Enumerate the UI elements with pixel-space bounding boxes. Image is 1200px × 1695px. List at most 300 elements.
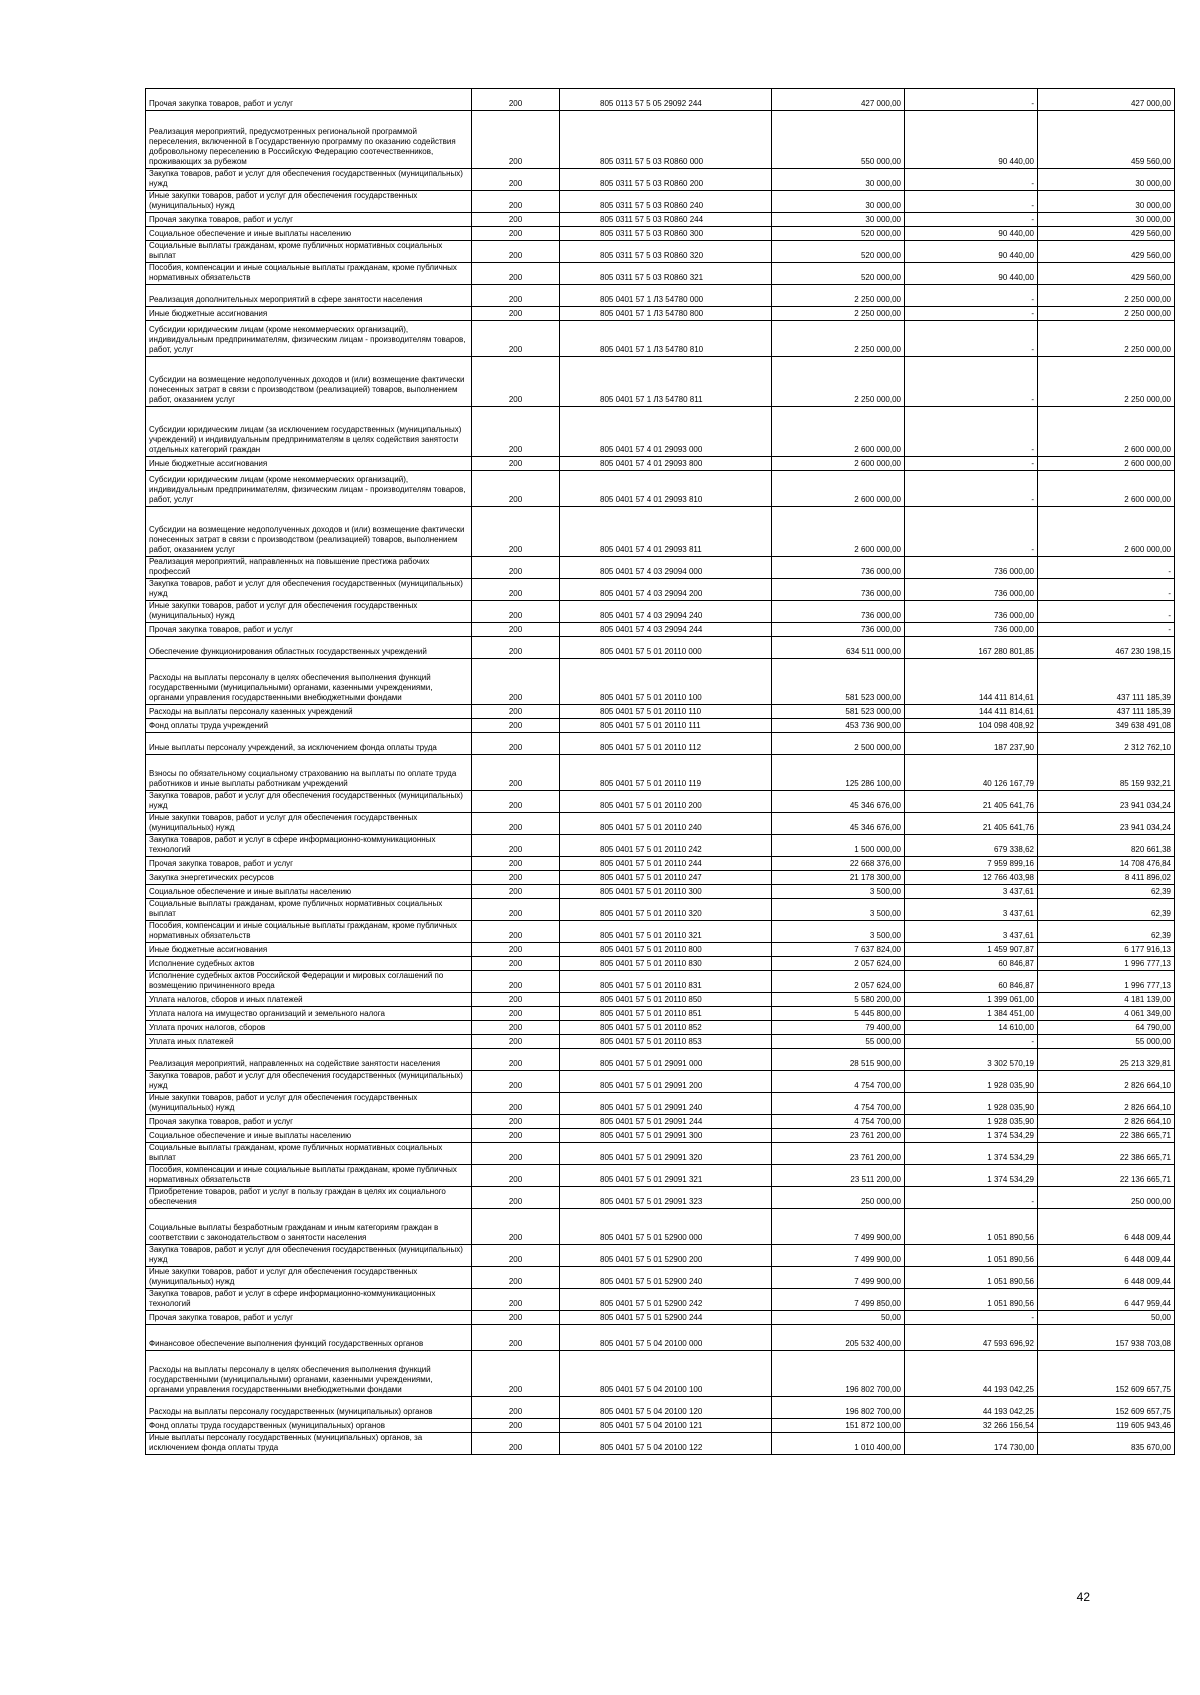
row-remaining-cell: 64 790,00 — [1038, 1021, 1175, 1035]
row-classification-cell: 805 0401 57 5 01 29091 300 — [560, 1129, 772, 1143]
row-name-cell: Социальные выплаты гражданам, кроме публичных нормативных социальных выплат — [146, 899, 472, 921]
row-code-cell: 200 — [472, 1071, 560, 1093]
row-code-cell: 200 — [472, 835, 560, 857]
row-executed-cell: 1 051 890,56 — [905, 1289, 1038, 1311]
row-remaining-cell: 4 181 139,00 — [1038, 993, 1175, 1007]
row-plan-cell: 2 600 000,00 — [772, 407, 905, 457]
table-row — [146, 213, 1175, 227]
row-remaining-cell: 429 560,00 — [1038, 227, 1175, 241]
row-remaining-cell: 459 560,00 — [1038, 111, 1175, 169]
budget-execution-table — [145, 88, 1175, 1455]
row-plan-cell: 5 580 200,00 — [772, 993, 905, 1007]
row-name-cell: Исполнение судебных актов — [146, 957, 472, 971]
table-row — [146, 285, 1175, 307]
row-executed-cell: - — [905, 191, 1038, 213]
row-executed-cell: 21 405 641,76 — [905, 813, 1038, 835]
row-plan-cell: 30 000,00 — [772, 169, 905, 191]
row-name-cell: Иные бюджетные ассигнования — [146, 457, 472, 471]
row-classification-cell: 805 0401 57 5 04 20100 122 — [560, 1433, 772, 1455]
row-executed-cell: - — [905, 457, 1038, 471]
row-code-cell: 200 — [472, 857, 560, 871]
row-plan-cell: 45 346 676,00 — [772, 791, 905, 813]
table-row — [146, 885, 1175, 899]
row-code-cell: 200 — [472, 813, 560, 835]
row-remaining-cell: 30 000,00 — [1038, 169, 1175, 191]
row-name-cell: Расходы на выплаты персоналу казенных учреждений — [146, 705, 472, 719]
row-classification-cell: 805 0401 57 5 04 20100 000 — [560, 1325, 772, 1351]
row-classification-cell: 805 0401 57 4 03 29094 000 — [560, 557, 772, 579]
row-executed-cell: 174 730,00 — [905, 1433, 1038, 1455]
row-classification-cell: 805 0401 57 5 01 20110 320 — [560, 899, 772, 921]
row-remaining-cell: 2 600 000,00 — [1038, 407, 1175, 457]
row-remaining-cell: 4 061 349,00 — [1038, 1007, 1175, 1021]
row-executed-cell: 736 000,00 — [905, 557, 1038, 579]
row-classification-cell: 805 0401 57 5 01 20110 100 — [560, 659, 772, 705]
row-name-cell: Уплата налога на имущество организаций и земельного налога — [146, 1007, 472, 1021]
row-name-cell: Реализация мероприятий, направленных на содействие занятости населения — [146, 1049, 472, 1071]
row-executed-cell: - — [905, 357, 1038, 407]
row-code-cell: 200 — [472, 1325, 560, 1351]
row-code-cell: 200 — [472, 321, 560, 357]
row-plan-cell: 2 250 000,00 — [772, 357, 905, 407]
table-row — [146, 813, 1175, 835]
row-executed-cell: 1 399 061,00 — [905, 993, 1038, 1007]
row-remaining-cell: - — [1038, 557, 1175, 579]
row-remaining-cell: 85 159 932,21 — [1038, 755, 1175, 791]
row-classification-cell: 805 0311 57 5 03 R0860 320 — [560, 241, 772, 263]
row-name-cell: Фонд оплаты труда государственных (муниципальных) органов — [146, 1419, 472, 1433]
row-executed-cell: - — [905, 169, 1038, 191]
row-remaining-cell: 30 000,00 — [1038, 191, 1175, 213]
row-name-cell: Прочая закупка товаров, работ и услуг — [146, 857, 472, 871]
row-executed-cell: 1 459 907,87 — [905, 943, 1038, 957]
row-code-cell: 200 — [472, 885, 560, 899]
table-row — [146, 993, 1175, 1007]
row-classification-cell: 805 0401 57 5 01 20110 244 — [560, 857, 772, 871]
row-code-cell: 200 — [472, 971, 560, 993]
row-plan-cell: 28 515 900,00 — [772, 1049, 905, 1071]
row-plan-cell: 205 532 400,00 — [772, 1325, 905, 1351]
row-code-cell: 200 — [472, 1351, 560, 1397]
row-plan-cell: 45 346 676,00 — [772, 813, 905, 835]
row-classification-cell: 805 0401 57 5 01 20110 119 — [560, 755, 772, 791]
table-row — [146, 1187, 1175, 1209]
row-code-cell: 200 — [472, 921, 560, 943]
row-code-cell: 200 — [472, 1311, 560, 1325]
row-remaining-cell: 429 560,00 — [1038, 241, 1175, 263]
row-remaining-cell: 2 600 000,00 — [1038, 507, 1175, 557]
row-executed-cell: 3 437,61 — [905, 885, 1038, 899]
row-code-cell: 200 — [472, 943, 560, 957]
row-classification-cell: 805 0401 57 5 01 20110 800 — [560, 943, 772, 957]
row-executed-cell: - — [905, 507, 1038, 557]
row-remaining-cell: 6 448 009,44 — [1038, 1209, 1175, 1245]
table-row — [146, 835, 1175, 857]
row-code-cell: 200 — [472, 1143, 560, 1165]
row-name-cell: Закупка товаров, работ и услуг в сфере информационно-коммуникационных технологий — [146, 1289, 472, 1311]
row-remaining-cell: 835 670,00 — [1038, 1433, 1175, 1455]
row-code-cell: 200 — [472, 89, 560, 111]
row-plan-cell: 634 511 000,00 — [772, 637, 905, 659]
row-classification-cell: 805 0401 57 1 Л3 54780 810 — [560, 321, 772, 357]
row-plan-cell: 7 499 850,00 — [772, 1289, 905, 1311]
row-executed-cell: 1 374 534,29 — [905, 1129, 1038, 1143]
row-executed-cell: 90 440,00 — [905, 241, 1038, 263]
row-name-cell: Закупка товаров, работ и услуг для обеспечения государственных (муниципальных) нужд — [146, 1071, 472, 1093]
row-remaining-cell: 467 230 198,15 — [1038, 637, 1175, 659]
row-classification-cell: 805 0401 57 5 01 29091 244 — [560, 1115, 772, 1129]
table-row — [146, 637, 1175, 659]
row-executed-cell: - — [905, 285, 1038, 307]
row-classification-cell: 805 0311 57 5 03 R0860 200 — [560, 169, 772, 191]
table-row — [146, 1021, 1175, 1035]
row-plan-cell: 23 761 200,00 — [772, 1129, 905, 1143]
row-plan-cell: 50,00 — [772, 1311, 905, 1325]
row-name-cell: Реализация мероприятий, направленных на повышение престижа рабочих профессий — [146, 557, 472, 579]
table-row — [146, 1397, 1175, 1419]
row-remaining-cell: 30 000,00 — [1038, 213, 1175, 227]
row-plan-cell: 2 057 624,00 — [772, 971, 905, 993]
row-code-cell: 200 — [472, 871, 560, 885]
row-classification-cell: 805 0401 57 5 01 20110 242 — [560, 835, 772, 857]
row-executed-cell: - — [905, 307, 1038, 321]
row-code-cell: 200 — [472, 899, 560, 921]
row-code-cell: 200 — [472, 579, 560, 601]
table-row — [146, 579, 1175, 601]
row-code-cell: 200 — [472, 637, 560, 659]
row-classification-cell: 805 0311 57 5 03 R0860 244 — [560, 213, 772, 227]
row-executed-cell: 1 928 035,90 — [905, 1071, 1038, 1093]
row-remaining-cell: 8 411 896,02 — [1038, 871, 1175, 885]
row-remaining-cell: - — [1038, 579, 1175, 601]
row-executed-cell: 32 266 156,54 — [905, 1419, 1038, 1433]
row-plan-cell: 520 000,00 — [772, 241, 905, 263]
row-remaining-cell: 1 996 777,13 — [1038, 971, 1175, 993]
row-remaining-cell: 22 136 665,71 — [1038, 1165, 1175, 1187]
row-classification-cell: 805 0401 57 5 01 20110 321 — [560, 921, 772, 943]
row-plan-cell: 581 523 000,00 — [772, 659, 905, 705]
row-name-cell: Иные закупки товаров, работ и услуг для обеспечения государственных (муниципальных) нужд — [146, 1267, 472, 1289]
row-classification-cell: 805 0113 57 5 05 29092 244 — [560, 89, 772, 111]
row-classification-cell: 805 0401 57 5 01 52900 200 — [560, 1245, 772, 1267]
table-row — [146, 1035, 1175, 1049]
row-name-cell: Иные закупки товаров, работ и услуг для обеспечения государственных (муниципальных) нужд — [146, 191, 472, 213]
row-code-cell: 200 — [472, 1035, 560, 1049]
row-code-cell: 200 — [472, 1165, 560, 1187]
row-name-cell: Социальное обеспечение и иные выплаты населению — [146, 885, 472, 899]
row-code-cell: 200 — [472, 471, 560, 507]
row-executed-cell: 1 374 534,29 — [905, 1165, 1038, 1187]
row-classification-cell: 805 0401 57 5 01 52900 240 — [560, 1267, 772, 1289]
row-name-cell: Уплата иных платежей — [146, 1035, 472, 1049]
row-name-cell: Исполнение судебных актов Российской Федерации и мировых соглашений по возмещению причиненного вреда — [146, 971, 472, 993]
table-row — [146, 357, 1175, 407]
row-classification-cell: 805 0401 57 5 01 20110 831 — [560, 971, 772, 993]
row-remaining-cell: 2 250 000,00 — [1038, 285, 1175, 307]
row-plan-cell: 3 500,00 — [772, 885, 905, 899]
row-code-cell: 200 — [472, 623, 560, 637]
table-row — [146, 1007, 1175, 1021]
row-remaining-cell: 429 560,00 — [1038, 263, 1175, 285]
row-classification-cell: 805 0401 57 5 01 20110 240 — [560, 813, 772, 835]
row-name-cell: Пособия, компенсации и иные социальные выплаты гражданам, кроме публичных нормативных обязательств — [146, 263, 472, 285]
row-code-cell: 200 — [472, 213, 560, 227]
table-row — [146, 1129, 1175, 1143]
row-remaining-cell: 23 941 034,24 — [1038, 791, 1175, 813]
row-name-cell: Социальные выплаты безработным гражданам и иным категориям граждан в соответствии с законодательством о занятости населения — [146, 1209, 472, 1245]
row-remaining-cell: 1 996 777,13 — [1038, 957, 1175, 971]
row-code-cell: 200 — [472, 705, 560, 719]
table-row — [146, 871, 1175, 885]
row-remaining-cell: 2 600 000,00 — [1038, 471, 1175, 507]
table-row — [146, 957, 1175, 971]
row-plan-cell: 3 500,00 — [772, 921, 905, 943]
row-classification-cell: 805 0401 57 1 Л3 54780 800 — [560, 307, 772, 321]
row-name-cell: Прочая закупка товаров, работ и услуг — [146, 623, 472, 637]
row-executed-cell: 44 193 042,25 — [905, 1351, 1038, 1397]
row-classification-cell: 805 0401 57 1 Л3 54780 000 — [560, 285, 772, 307]
table-row — [146, 659, 1175, 705]
table-row — [146, 321, 1175, 357]
row-code-cell: 200 — [472, 1289, 560, 1311]
row-plan-cell: 23 761 200,00 — [772, 1143, 905, 1165]
row-code-cell: 200 — [472, 1093, 560, 1115]
row-classification-cell: 805 0401 57 5 04 20100 120 — [560, 1397, 772, 1419]
row-plan-cell: 2 250 000,00 — [772, 285, 905, 307]
row-code-cell: 200 — [472, 507, 560, 557]
row-plan-cell: 736 000,00 — [772, 601, 905, 623]
table-row — [146, 1071, 1175, 1093]
row-name-cell: Расходы на выплаты персоналу в целях обеспечения выполнения функций государственными (муниципальными) органами, казенными учреждениями, органами управления государственными внебюджетными фондами — [146, 659, 472, 705]
row-plan-cell: 427 000,00 — [772, 89, 905, 111]
row-code-cell: 200 — [472, 191, 560, 213]
row-executed-cell: 40 126 167,79 — [905, 755, 1038, 791]
row-executed-cell: - — [905, 1035, 1038, 1049]
row-remaining-cell: 25 213 329,81 — [1038, 1049, 1175, 1071]
row-executed-cell: 736 000,00 — [905, 601, 1038, 623]
table-row — [146, 1289, 1175, 1311]
row-name-cell: Субсидии юридическим лицам (кроме некоммерческих организаций), индивидуальным предпринимателям, физическим лицам - производителям товаров, работ, услуг — [146, 321, 472, 357]
row-plan-cell: 7 499 900,00 — [772, 1267, 905, 1289]
row-code-cell: 200 — [472, 659, 560, 705]
table-row — [146, 705, 1175, 719]
row-name-cell: Уплата налогов, сборов и иных платежей — [146, 993, 472, 1007]
row-remaining-cell: 6 447 959,44 — [1038, 1289, 1175, 1311]
table-row — [146, 755, 1175, 791]
row-remaining-cell: - — [1038, 623, 1175, 637]
row-classification-cell: 805 0401 57 5 01 29091 321 — [560, 1165, 772, 1187]
row-name-cell: Фонд оплаты труда учреждений — [146, 719, 472, 733]
row-remaining-cell: 2 250 000,00 — [1038, 307, 1175, 321]
row-plan-cell: 2 250 000,00 — [772, 321, 905, 357]
row-name-cell: Реализация мероприятий, предусмотренных региональной программой переселения, включенной в Государственную программу по оказанию содействия добровольному переселению в Российскую Федерацию соотечественников, проживающих за рубежом — [146, 111, 472, 169]
row-classification-cell: 805 0401 57 5 01 20110 247 — [560, 871, 772, 885]
row-plan-cell: 520 000,00 — [772, 227, 905, 241]
table-row — [146, 1115, 1175, 1129]
row-code-cell: 200 — [472, 755, 560, 791]
row-remaining-cell: 437 111 185,39 — [1038, 659, 1175, 705]
row-classification-cell: 805 0401 57 5 01 20110 000 — [560, 637, 772, 659]
row-remaining-cell: 62,39 — [1038, 885, 1175, 899]
row-classification-cell: 805 0401 57 4 03 29094 240 — [560, 601, 772, 623]
row-remaining-cell: 2 312 762,10 — [1038, 733, 1175, 755]
row-classification-cell: 805 0401 57 5 01 20110 853 — [560, 1035, 772, 1049]
row-plan-cell: 4 754 700,00 — [772, 1115, 905, 1129]
row-code-cell: 200 — [472, 1187, 560, 1209]
row-classification-cell: 805 0311 57 5 03 R0860 300 — [560, 227, 772, 241]
row-executed-cell: 60 846,87 — [905, 971, 1038, 993]
row-name-cell: Иные закупки товаров, работ и услуг для обеспечения государственных (муниципальных) нужд — [146, 601, 472, 623]
row-remaining-cell: 22 386 665,71 — [1038, 1129, 1175, 1143]
row-classification-cell: 805 0401 57 4 01 29093 000 — [560, 407, 772, 457]
row-classification-cell: 805 0311 57 5 03 R0860 321 — [560, 263, 772, 285]
row-executed-cell: - — [905, 1311, 1038, 1325]
row-code-cell: 200 — [472, 285, 560, 307]
row-name-cell: Расходы на выплаты персоналу в целях обеспечения выполнения функций государственными (муниципальными) органами, казенными учреждениями, органами управления государственными внебюджетными фондами — [146, 1351, 472, 1397]
row-name-cell: Социальное обеспечение и иные выплаты населению — [146, 1129, 472, 1143]
table-row — [146, 407, 1175, 457]
row-name-cell: Прочая закупка товаров, работ и услуг — [146, 1115, 472, 1129]
row-plan-cell: 453 736 900,00 — [772, 719, 905, 733]
row-remaining-cell: 2 600 000,00 — [1038, 457, 1175, 471]
row-plan-cell: 581 523 000,00 — [772, 705, 905, 719]
table-row — [146, 1245, 1175, 1267]
table-row — [146, 719, 1175, 733]
row-executed-cell: 47 593 696,92 — [905, 1325, 1038, 1351]
row-name-cell: Закупка товаров, работ и услуг для обеспечения государственных (муниципальных) нужд — [146, 169, 472, 191]
row-name-cell: Субсидии на возмещение недополученных доходов и (или) возмещение фактически понесенных затрат в связи с производством (реализацией) товаров, выполнением работ, оказанием услуг — [146, 357, 472, 407]
row-code-cell: 200 — [472, 227, 560, 241]
row-classification-cell: 805 0401 57 5 04 20100 121 — [560, 1419, 772, 1433]
row-executed-cell: - — [905, 321, 1038, 357]
row-plan-cell: 30 000,00 — [772, 191, 905, 213]
table-row — [146, 241, 1175, 263]
row-name-cell: Субсидии юридическим лицам (кроме некоммерческих организаций), индивидуальным предпринимателям, физическим лицам - производителям товаров, работ, услуг — [146, 471, 472, 507]
row-classification-cell: 805 0401 57 4 03 29094 200 — [560, 579, 772, 601]
row-code-cell: 200 — [472, 1021, 560, 1035]
table-row — [146, 1165, 1175, 1187]
row-code-cell: 200 — [472, 1245, 560, 1267]
row-remaining-cell: 157 938 703,08 — [1038, 1325, 1175, 1351]
row-code-cell: 200 — [472, 357, 560, 407]
row-remaining-cell: 23 941 034,24 — [1038, 813, 1175, 835]
row-remaining-cell: 349 638 491,08 — [1038, 719, 1175, 733]
row-executed-cell: 44 193 042,25 — [905, 1397, 1038, 1419]
row-classification-cell: 805 0401 57 5 01 20110 852 — [560, 1021, 772, 1035]
row-classification-cell: 805 0401 57 5 01 20110 851 — [560, 1007, 772, 1021]
row-plan-cell: 550 000,00 — [772, 111, 905, 169]
row-code-cell: 200 — [472, 1419, 560, 1433]
row-remaining-cell: 2 826 664,10 — [1038, 1093, 1175, 1115]
row-classification-cell: 805 0401 57 5 01 20110 111 — [560, 719, 772, 733]
row-executed-cell: 144 411 814,61 — [905, 659, 1038, 705]
row-plan-cell: 2 600 000,00 — [772, 507, 905, 557]
row-executed-cell: 104 098 408,92 — [905, 719, 1038, 733]
row-classification-cell: 805 0401 57 5 01 20110 830 — [560, 957, 772, 971]
row-remaining-cell: 2 250 000,00 — [1038, 321, 1175, 357]
row-executed-cell: 21 405 641,76 — [905, 791, 1038, 813]
row-plan-cell: 23 511 200,00 — [772, 1165, 905, 1187]
row-classification-cell: 805 0401 57 5 01 20110 300 — [560, 885, 772, 899]
row-executed-cell: - — [905, 89, 1038, 111]
row-classification-cell: 805 0401 57 1 Л3 54780 811 — [560, 357, 772, 407]
row-code-cell: 200 — [472, 993, 560, 1007]
table-row — [146, 601, 1175, 623]
row-name-cell: Иные закупки товаров, работ и услуг для обеспечения государственных (муниципальных) нужд — [146, 1093, 472, 1115]
row-name-cell: Пособия, компенсации и иные социальные выплаты гражданам, кроме публичных нормативных обязательств — [146, 921, 472, 943]
row-name-cell: Закупка энергетических ресурсов — [146, 871, 472, 885]
row-executed-cell: 736 000,00 — [905, 623, 1038, 637]
row-remaining-cell: 152 609 657,75 — [1038, 1397, 1175, 1419]
row-name-cell: Пособия, компенсации и иные социальные выплаты гражданам, кроме публичных нормативных обязательств — [146, 1165, 472, 1187]
table-row — [146, 971, 1175, 993]
row-remaining-cell: 2 250 000,00 — [1038, 357, 1175, 407]
row-name-cell: Закупка товаров, работ и услуг в сфере информационно-коммуникационных технологий — [146, 835, 472, 857]
row-code-cell: 200 — [472, 1129, 560, 1143]
row-plan-cell: 736 000,00 — [772, 623, 905, 637]
table-row — [146, 471, 1175, 507]
row-plan-cell: 1 500 000,00 — [772, 835, 905, 857]
row-name-cell: Иные закупки товаров, работ и услуг для обеспечения государственных (муниципальных) нужд — [146, 813, 472, 835]
table-row — [146, 191, 1175, 213]
table-row — [146, 89, 1175, 111]
row-executed-cell: 90 440,00 — [905, 111, 1038, 169]
row-plan-cell: 5 445 800,00 — [772, 1007, 905, 1021]
row-plan-cell: 22 668 376,00 — [772, 857, 905, 871]
row-plan-cell: 125 286 100,00 — [772, 755, 905, 791]
row-code-cell: 200 — [472, 307, 560, 321]
row-remaining-cell: 152 609 657,75 — [1038, 1351, 1175, 1397]
row-code-cell: 200 — [472, 1115, 560, 1129]
table-row — [146, 1351, 1175, 1397]
row-name-cell: Приобретение товаров, работ и услуг в пользу граждан в целях их социального обеспечения — [146, 1187, 472, 1209]
table-row — [146, 1143, 1175, 1165]
row-code-cell: 200 — [472, 1209, 560, 1245]
row-classification-cell: 805 0401 57 5 01 52900 244 — [560, 1311, 772, 1325]
row-name-cell: Субсидии на возмещение недополученных доходов и (или) возмещение фактически понесенных затрат в связи с производством (реализацией) товаров, выполнением работ, оказанием услуг — [146, 507, 472, 557]
row-executed-cell: 736 000,00 — [905, 579, 1038, 601]
table-row — [146, 557, 1175, 579]
row-code-cell: 200 — [472, 457, 560, 471]
table-row — [146, 1433, 1175, 1455]
row-plan-cell: 736 000,00 — [772, 557, 905, 579]
table-row — [146, 1209, 1175, 1245]
row-code-cell: 200 — [472, 733, 560, 755]
row-executed-cell: 167 280 801,85 — [905, 637, 1038, 659]
row-classification-cell: 805 0311 57 5 03 R0860 240 — [560, 191, 772, 213]
row-remaining-cell: 55 000,00 — [1038, 1035, 1175, 1049]
row-plan-cell: 196 802 700,00 — [772, 1351, 905, 1397]
row-plan-cell: 55 000,00 — [772, 1035, 905, 1049]
table-row — [146, 263, 1175, 285]
row-remaining-cell: 6 448 009,44 — [1038, 1245, 1175, 1267]
row-plan-cell: 2 057 624,00 — [772, 957, 905, 971]
row-classification-cell: 805 0401 57 5 01 20110 112 — [560, 733, 772, 755]
table-row — [146, 1267, 1175, 1289]
row-name-cell: Иные выплаты персоналу учреждений, за исключением фонда оплаты труда — [146, 733, 472, 755]
row-code-cell: 200 — [472, 407, 560, 457]
table-row — [146, 457, 1175, 471]
table-row — [146, 169, 1175, 191]
row-remaining-cell: 437 111 185,39 — [1038, 705, 1175, 719]
table-row — [146, 733, 1175, 755]
row-remaining-cell: 62,39 — [1038, 921, 1175, 943]
row-classification-cell: 805 0401 57 5 01 20110 200 — [560, 791, 772, 813]
row-name-cell: Закупка товаров, работ и услуг для обеспечения государственных (муниципальных) нужд — [146, 791, 472, 813]
row-classification-cell: 805 0401 57 4 03 29094 244 — [560, 623, 772, 637]
row-name-cell: Социальные выплаты гражданам, кроме публичных нормативных социальных выплат — [146, 1143, 472, 1165]
row-name-cell: Финансовое обеспечение выполнения функций государственных органов — [146, 1325, 472, 1351]
